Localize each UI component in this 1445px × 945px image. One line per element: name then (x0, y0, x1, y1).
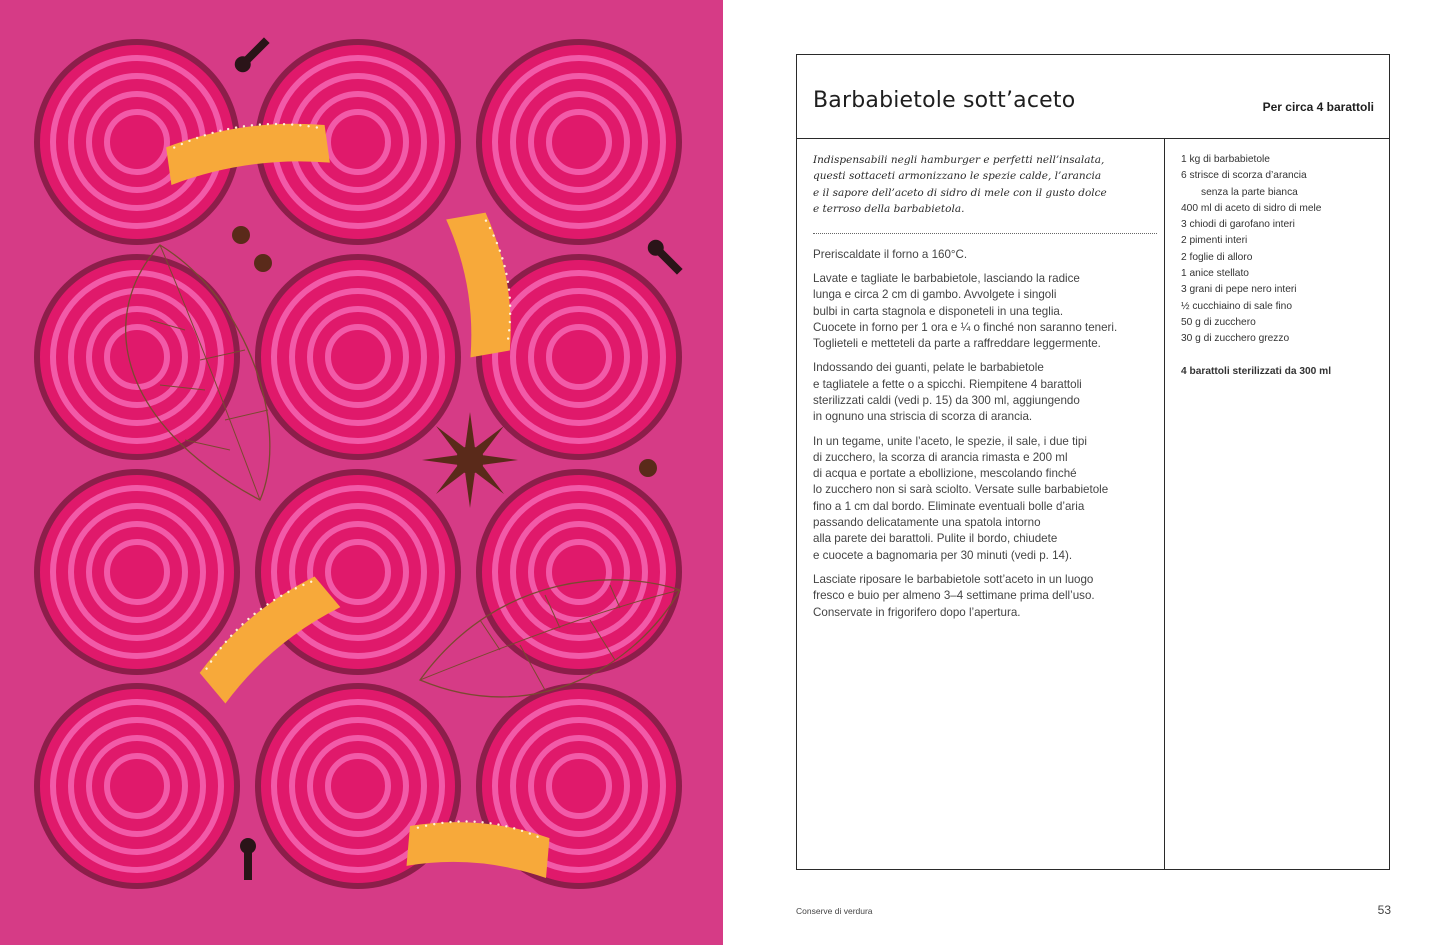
recipe-header (797, 55, 1389, 139)
ingredient-item: 2 foglie di alloro (1181, 251, 1253, 263)
recipe-steps (813, 247, 1155, 621)
step-paragraph (813, 247, 1155, 263)
step-line: alla parete dei barattoli. Pulite il bordo, chiudete (813, 532, 1058, 546)
step-line: Lasciate riposare le barbabietole sott’aceto in un luogo (813, 572, 1094, 586)
step-paragraph (813, 572, 1155, 621)
ingredient-item: ½ cucchiaino di sale fino (1181, 300, 1292, 312)
step-line: di acqua e portate a ebollizione, mescolando finché (813, 467, 1077, 481)
step-line: fresco e buio per almeno 3–4 settimane prima dell’uso. (813, 589, 1095, 603)
ingredient-item: 3 grani di pepe nero interi (1181, 284, 1297, 296)
step-line: Lavate e tagliate le barbabietole, lasciando la radice (813, 271, 1080, 285)
step-line: e tagliatele a fette o a spicchi. Riempitene 4 barattoli (813, 377, 1082, 391)
dotted-divider (813, 233, 1157, 234)
allspice-berry (639, 459, 657, 477)
step-line: Conservate in frigorifero dopo l’apertura. (813, 605, 1021, 619)
recipe-card (796, 54, 1390, 870)
step-line: In un tegame, unite l’aceto, le spezie, il sale, i due tipi (813, 434, 1087, 448)
intro-line: e terroso della barbabietola. (813, 203, 965, 216)
recipe-yield: Per circa 4 barattoli (1262, 100, 1374, 114)
ingredient-item: 50 g di zucchero (1181, 316, 1256, 328)
ingredient-item: 1 kg di barbabietole (1181, 154, 1270, 165)
clove-head (240, 838, 256, 854)
step-line: di zucchero, la scorza di arancia rimasta e 200 ml (813, 450, 1068, 464)
step-paragraph (813, 271, 1155, 352)
allspice-berry (232, 226, 250, 244)
step-line: e cuocete a bagnomaria per 30 minuti (vedi p. 14). (813, 548, 1073, 562)
clove-stem (244, 850, 252, 880)
column-divider (1164, 138, 1165, 869)
step-line: Cuocete in forno per 1 ora e ¼ o finché non saranno teneri. (813, 320, 1118, 334)
step-line: fino a 1 cm dal bordo. Eliminate eventuali bolle d’aria (813, 499, 1085, 513)
recipe-intro (813, 152, 1155, 218)
section-footer: Conserve di verdura (796, 906, 873, 916)
step-paragraph (813, 434, 1155, 564)
intro-line: questi sottaceti armonizzano le spezie calde, l’arancia (813, 170, 1102, 183)
step-line: in ognuno una striscia di scorza di arancia. (813, 410, 1033, 424)
ingredient-item: 1 anice stellato (1181, 268, 1249, 280)
step-line: sterilizzati caldi (vedi p. 15) da 300 ml, aggiungendo (813, 394, 1080, 407)
intro-line: e il sapore dell’aceto di sidro di mele con il gusto dolce (813, 186, 1107, 199)
intro-line: Indispensabili negli hamburger e perfetti nell’insalata, (813, 154, 1105, 166)
ingredient-item: senza la parte bianca (1201, 186, 1298, 198)
star-anise-center (456, 446, 484, 474)
ingredient-item: 30 g di zucchero grezzo (1181, 333, 1290, 345)
step-line: bulbi in carta stagnola e disponeteli in una teglia. (813, 304, 1064, 318)
step-line: passando delicatamente una spatola intorno (813, 516, 1041, 530)
recipe-page (723, 0, 1445, 945)
recipe-title: Barbabietole sott’aceto (813, 88, 1076, 113)
ingredients-column (1181, 152, 1381, 380)
step-line: Toglieteli e metteteli da parte a raffreddare leggermente. (813, 337, 1101, 351)
step-line: Indossando dei guanti, pelate le barbabietole (813, 361, 1044, 375)
ingredient-item: 2 pimenti interi (1181, 235, 1248, 247)
ingredient-item: 3 chiodi di garofano interi (1181, 219, 1295, 231)
method-column (813, 152, 1155, 629)
step-line: lunga e circa 2 cm di gambo. Avvolgete i singoli (813, 288, 1057, 302)
ingredient-item: 400 ml di aceto di sidro di mele (1181, 202, 1322, 214)
allspice-berry (254, 254, 272, 272)
page-number: 53 (1377, 903, 1391, 917)
step-paragraph (813, 360, 1155, 425)
step-line: lo zucchero non si sarà sciolto. Versate sulle barbabietole (813, 483, 1109, 497)
step-line: Preriscaldate il forno a 160°C. (813, 247, 968, 261)
jars-note: 4 barattoli sterilizzati da 300 ml (1181, 365, 1332, 377)
ingredient-item: 6 strisce di scorza d’arancia (1181, 170, 1307, 182)
